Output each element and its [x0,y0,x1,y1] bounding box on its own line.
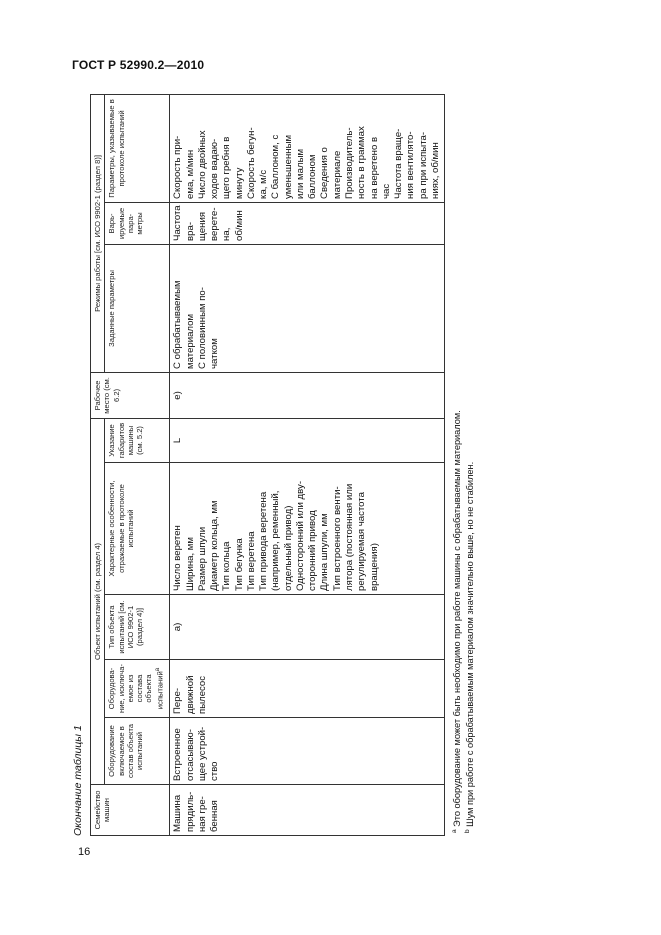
cell-line: Производитель- [343,127,355,199]
cell-line: движной [184,675,196,714]
footnote-a [451,98,464,833]
cell-line: Частота [172,205,184,241]
cell-line: ная гре- [196,796,208,832]
cell-line: щения [196,211,208,241]
cell-line: ниях, об/мин [429,142,441,199]
group-header-modes: Режимы работы [см. ИСО 9902-1 (раздел 8)] [91,94,105,372]
cell-line: Ширина, мм [184,536,196,591]
cell-line: Тип кольца [221,541,233,591]
cell-line: материале [331,150,343,199]
cell-line: минуту [233,167,245,199]
cell-characteristics [170,463,445,595]
cell-line: Односторонний или дву- [294,480,306,591]
cell-line: об/мин [233,210,245,241]
cell-line: баллоном [307,154,319,199]
cell-line: Число веретен [172,525,184,591]
standard-header: ГОСТ Р 52990.2—2010 [72,58,205,72]
cell-line: Диаметр кольца, мм [209,500,221,591]
cell-line: Длина шпули, мм [319,513,331,591]
cell-line: С обрабатываемым [172,280,184,369]
cell-line: регулируемая частота [356,492,368,591]
cell-set-params [170,244,445,372]
cell-line: щего гребня в [221,136,233,199]
col-header-equipment-excluded [105,660,170,718]
cell-line: ходов вадаю- [209,138,221,199]
col-header-equipment-included: Оборудование включаемое в состав объекта испытаний [105,718,170,785]
cell-line: час [380,183,392,199]
cell-line: сторонний привод [307,510,319,591]
cell-equipment-excluded [170,660,445,718]
cell-line: бенная [209,800,221,832]
cell-line: (например, ременный, [270,490,282,591]
cell-line: прядиль- [184,791,196,832]
cell-line: Тип встроенного венти- [331,486,343,591]
cell-line: вращения) [368,543,380,591]
cell-line: ство [209,761,221,781]
parameters-table [90,94,445,836]
cell-family [170,785,445,836]
table-row [170,94,445,835]
cell-line: ность в граммах [356,126,368,199]
cell-line: щее устрой- [196,726,208,781]
cell-line: Число двойных [196,130,208,199]
footnote-b-mark: b [463,829,471,833]
cell-line: ния вентилято- [405,131,417,199]
cell-line: отсасываю- [184,729,196,781]
table-caption: Окончание таблицы 1 [72,725,84,836]
col-header-set-params: Заданные параметры [105,244,170,372]
footnote-a-text: Это оборудование может быть необходимо при работе машины с обрабатываемым материалом. [452,410,463,827]
cell-workplace: е) [170,372,445,418]
footnote-b [464,98,477,833]
cell-line: Сведения о [319,147,331,199]
footnote-b-text: Шум при работе с обрабатываемым материалом значительно выше, но не стабилен. [464,461,475,827]
rotated-table-block [72,95,475,836]
cell-line: Скорость бегун- [245,127,257,199]
cell-dimensions: L [170,418,445,462]
cell-line: Размер шпули [196,526,208,591]
cell-line: ка, м/с [258,169,270,199]
col-header-family: Семейство машин [91,785,170,836]
cell-line: или малым [294,148,306,199]
footnote-a-mark: a [451,829,458,833]
cell-line: Тип бегунка [233,538,245,591]
cell-line: Встроенное [172,728,184,781]
group-header-row [91,94,105,835]
table-footnotes [451,98,477,833]
col-header-equipment-excluded-text: Оборудование, исключаемое из состава объекта испытаний [107,664,165,713]
page-number: 16 [78,846,91,858]
cell-line: пылесос [196,675,208,714]
group-header-object: Объект испытаний (см. раздел 4) [91,418,105,784]
cell-line: С баллоном, с [270,134,282,199]
col-header-workplace: Рабочее место (см. 6.2) [91,372,170,418]
cell-line: на, [221,227,233,241]
cell-object-type: а) [170,595,445,660]
cell-variable-params [170,202,445,244]
col-header-dimensions: Указание габаритов машины (см. 5.2) [105,418,170,462]
cell-line: Частота враще- [393,128,405,199]
cell-line: вра- [184,221,196,241]
cell-line: ема, м/мин [184,149,196,199]
column-header-row [105,94,170,835]
cell-report-params [170,94,445,202]
cell-line: Тип привода веретена [258,491,270,591]
cell-line: С половинным по- [196,287,208,369]
col-header-characteristics: Характерные особенности, отражаемые в протоколе испытаний [105,463,170,595]
cell-line: лятора (постоянная или [343,483,355,591]
cell-line: Пере- [172,687,184,714]
cell-equipment-included [170,718,445,785]
cell-line: Скорость при- [172,135,184,199]
footnote-mark-a: a [153,667,161,672]
cell-line: ра при испыта- [417,131,429,199]
cell-line: отдельный привод) [282,505,294,591]
cell-line: материалом [184,313,196,369]
col-header-variable-params: Варьируемые параметры [105,202,170,244]
cell-line: чатком [209,338,221,369]
col-header-report-params: Параметры, указываемые в протоколе испытаний [105,94,170,202]
cell-line: Машина [172,794,184,832]
cell-line: Тип веретена [245,531,257,591]
cell-line: на веретено в [368,136,380,199]
cell-line: уменьшенным [282,134,294,199]
cell-line: верете- [209,207,221,241]
col-header-object-type: Тип объекта испытаний [см. ИСО 9902-1 (раздел 4)] [105,595,170,660]
